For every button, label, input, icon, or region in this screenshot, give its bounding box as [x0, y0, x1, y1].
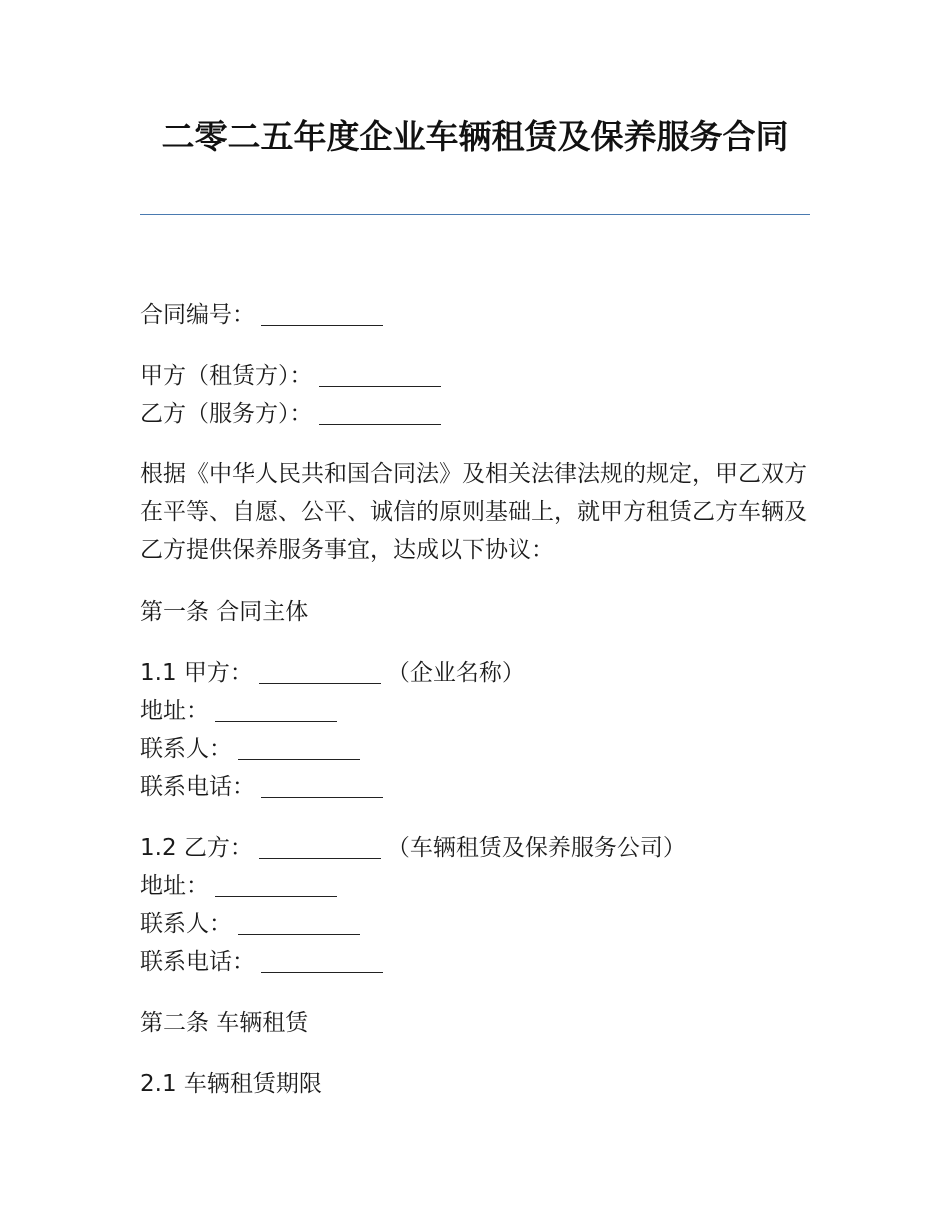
party-b-address-line [140, 867, 820, 905]
party-b-label: 乙方（服务方）： [140, 401, 313, 427]
contract-number-label: 合同编号： [140, 302, 255, 328]
party-a-address-blank[interactable] [215, 693, 337, 722]
party-a-contact-line [140, 730, 820, 768]
section-2-1-heading: 2.1 车辆租赁期限 [140, 1071, 322, 1097]
party-a-blank[interactable] [319, 358, 441, 387]
party-a-contact-blank[interactable] [238, 731, 360, 760]
party-b-line [140, 395, 820, 433]
party-a-line [140, 357, 820, 395]
article-1-heading: 第一条 合同主体 [140, 599, 309, 625]
party-a-name-blank[interactable] [259, 655, 381, 684]
party-b-phone-line [140, 943, 820, 981]
party-b-contact-line [140, 905, 820, 943]
phone-label: 联系电话： [140, 949, 255, 975]
party-a-address-line [140, 692, 820, 730]
title-divider [140, 214, 810, 215]
party-b-blank[interactable] [319, 396, 441, 425]
contact-label: 联系人： [140, 911, 232, 937]
article-2-heading: 第二条 车辆租赁 [140, 1010, 309, 1036]
contract-number-line [140, 296, 820, 334]
party-a-phone-blank[interactable] [261, 769, 383, 798]
section-1-2-label: 1.2 乙方： [140, 835, 253, 861]
contact-label: 联系人： [140, 736, 232, 762]
contract-number-blank[interactable] [261, 297, 383, 326]
address-label: 地址： [140, 873, 209, 899]
address-label: 地址： [140, 698, 209, 724]
section-1-1-label: 1.1 甲方： [140, 660, 253, 686]
section-1-2-line [140, 829, 820, 867]
party-b-phone-blank[interactable] [261, 944, 383, 973]
phone-label: 联系电话： [140, 774, 255, 800]
party-b-contact-blank[interactable] [238, 906, 360, 935]
section-1-2-note: （车辆租赁及保养服务公司） [386, 835, 686, 861]
party-b-address-blank[interactable] [215, 868, 337, 897]
preamble-paragraph: 根据《中华人民共和国合同法》及相关法律法规的规定，甲乙双方在平等、自愿、公平、诚信的原则基础上，就甲方租赁乙方车辆及乙方提供保养服务事宜，达成以下协议： [140, 461, 807, 563]
document-title: 二零二五年度企业车辆租赁及保养服务合同 [161, 117, 789, 156]
section-1-1-note: （企业名称） [386, 660, 525, 686]
party-a-phone-line [140, 768, 820, 806]
section-1-1-line [140, 654, 820, 692]
party-a-label: 甲方（租赁方）： [140, 363, 313, 389]
party-b-name-blank[interactable] [259, 830, 381, 859]
